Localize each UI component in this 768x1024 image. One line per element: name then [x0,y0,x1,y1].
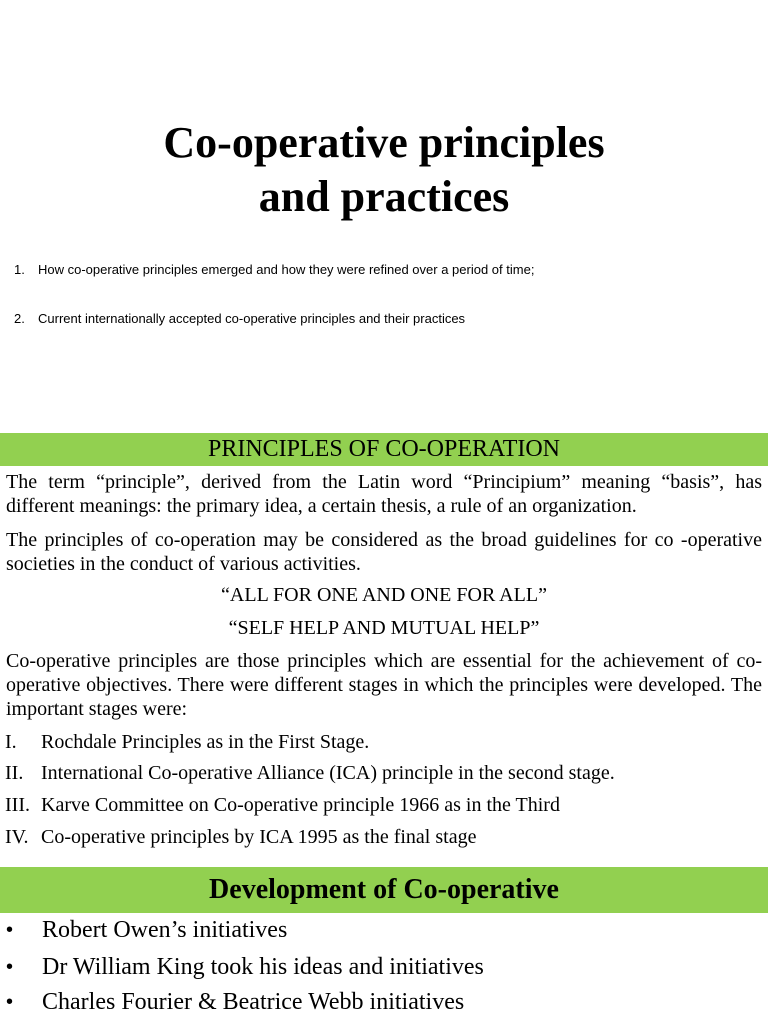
slogan-self-help: “SELF HELP AND MUTUAL HELP” [228,617,540,639]
stage-text: Rochdale Principles as in the First Stage. [41,731,370,753]
list-item [6,953,484,981]
title-line-1: Co-operative principles [163,118,605,167]
stage-item [5,761,615,785]
stage-item [5,825,476,849]
objective-item [14,262,534,278]
list-item-text: Robert Owen’s initiatives [42,917,288,943]
bullet-icon: • [6,991,14,1013]
bullet-icon: • [6,919,14,941]
cover-slide [0,0,768,420]
page-title [0,116,768,224]
stage-number: II. [5,762,24,784]
objective-number: 2. [14,311,25,326]
development-heading: Development of Co-operative [0,867,768,913]
bullet-icon: • [6,956,14,978]
objective-text: Current internationally accepted co-operative principles and their practices [38,311,466,326]
guidelines-paragraph: The principles of co-operation may be considered as the broad guidelines for co -operative societies in the conduct of various activities. [6,529,762,575]
list-item [6,916,287,944]
list-item-text: Dr William King took his ideas and initiatives [42,954,484,980]
principle-definition-paragraph: The term “principle”, derived from the Latin word “Principium” meaning “basis”, has different meanings: the primary idea, a certain thesis, a rule of an organization. [6,471,762,517]
objective-number: 1. [14,262,25,277]
stage-item [5,793,560,817]
slogan-all-for-one: “ALL FOR ONE AND ONE FOR ALL” [221,584,547,606]
stage-item [5,730,369,754]
stage-number: III. [5,794,30,816]
list-item-text: Charles Fourier & Beatrice Webb initiatives [42,989,465,1015]
stage-number: IV. [5,826,29,848]
stage-text: Karve Committee on Co-operative principle 1966 as in the Third [41,794,560,816]
stage-number: I. [5,731,17,753]
principles-heading: PRINCIPLES OF CO-OPERATION [0,433,768,466]
stages-intro-paragraph: Co-operative principles are those principles which are essential for the achievement of co-operative objectives. There were different stages in which the principles were developed. The important stages were: [6,650,762,720]
list-item [6,988,464,1016]
objective-text: How co-operative principles emerged and how they were refined over a period of time; [38,262,535,277]
stage-text: International Co-operative Alliance (ICA) principle in the second stage. [41,762,615,784]
stage-text: Co-operative principles by ICA 1995 as the final stage [41,826,477,848]
title-line-2: and practices [258,172,510,221]
objective-item [14,311,465,327]
